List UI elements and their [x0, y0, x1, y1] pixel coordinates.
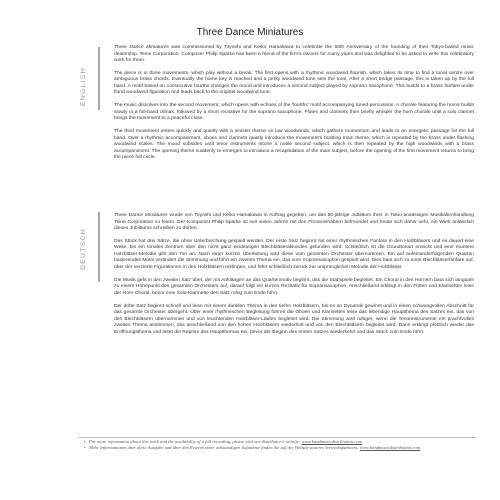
- english-paragraph-1: Three Dance Miniatures was commissioned by Toyoshi and Keiko Hamakawa to celebrate the 50th Anniversary of the founding of their Tokyo-based music dealership, Teine Corporation. Composer Philip Sparke has been a friend of the firm's owners for many years and was delighted to be asked to write this celebratory work for them.: [114, 45, 474, 63]
- language-label-english: ENGLISH: [80, 67, 87, 106]
- bullet-icon: •: [84, 439, 86, 444]
- german-paragraph-2: Das Stück hat drei Sätze, die ohne Unterbrechung gespielt werden. Der erste Satz beginnt mit einer rhythmischen Fanfare in den Holzbläsern und es dauert eine Weile, bis ein tonales Zentrum über den nicht ganz eindeutigen Blechbläserakkorden gefunden wird. Schließlich ist die Grundtonart erreicht und eine muntere Holzbläser-Melodie gibt den Ton an. Nach einer kurzen Überleitung wird diese vom gesamten Orchester übernommen. Ein auf aufeinanderfolgenden Quarten basierendes Motiv verändert die Stimmung und führt ein zweites Thema ein, das vom Sopransaxophon gespielt wird. Dies baut sich zu einer Blechbläserfanfare auf, über der verzierte Figurationen in den Holzbläsern erklingen, und führt schließlich zurück zur ursprünglichen Melodie der Holzbläser.: [114, 238, 474, 270]
- bullet-icon: •: [84, 444, 86, 450]
- section-divider-german: [98, 212, 100, 282]
- german-paragraph-1: Three Dance Miniatures wurde von Toyoshi und Keiko Hamakawa in Auftrag gegeben, um das 50-jährige Jubiläum ihrer in Tokio ansässigen Musikalienhandlung Teine Corporation zu feiern. Der Komponist Philip Sparke ist seit vielen Jahren mit den Firmeninhabern befreundet und freute sich daher sehr, ein Werk anlässlich dieses Jubiläums schreiben zu dürfen.: [114, 213, 474, 231]
- english-section: [114, 45, 474, 168]
- footnote-german: • Mehr Informationen über diese Ausgabe und über den Erwerb einer vollständigen Aufnahme finden Sie auf der Website unseres Vertriebspartners: www.bandmusicdistribution.com: [84, 444, 421, 450]
- footnotes: [84, 439, 464, 450]
- english-paragraph-2: The piece is in three movements, which play without a break. The first opens with a rhythmic woodwind flourish, which takes its time to find a tonal centre over ambiguous brass chords. Eventually the home key is reached and a perky woodwind tune sets the tone. After a short bridge passage, this is taken up by the full band. A motif based on consecutive fourths changes the mood and introduces a second subject played by soprano saxophone. This builds to a brass fanfare under florid woodwind figuration and leads back to the original woodwind tune.: [114, 70, 474, 96]
- footnote-rule: [78, 437, 476, 438]
- section-divider-english: [98, 47, 100, 110]
- distributor-link[interactable]: www.bandmusicdistribution.com: [359, 444, 421, 450]
- english-paragraph-4: The third movement enters quickly and quietly with a sinister theme on low woodwinds, which gathers momentum and leads to an energetic passage for the full band. Over a rhythmic accompaniment, oboes and clarinets quietly introduce the movement's bustling main theme, which is repeated by the brass under flashing woodwind scales. The mood subsides until tenor instruments intone a noble second subject, which is then repeated by the high woodwinds with a brass accompaniment. The opening theme suddenly re-emerges to introduce a recapitulation of the main subject, before the opening of the first movement returns to bring the piece full circle.: [114, 129, 474, 161]
- language-label-german: DEUTSCH: [80, 228, 87, 270]
- distributor-link[interactable]: www.bandmusicdistribution.com: [301, 439, 362, 444]
- page-title: Three Dance Miniatures: [196, 27, 304, 38]
- german-paragraph-4: Der dritte Satz beginnt schnell und leise mit einem dunklen Thema in den tiefen Holzbläsern, bis es an Dynamik gewinnt und in einen schwungvollen Abschnitt für das gesamte Orchester übergeht. Über einer rhythmischen Begleitung führen die Oboen und Klarinetten leise das lebendige Hauptthema des Satzes ein, das von den Blechbläsern übernommen und von leuchtenden Holzbläser-Läufen begleitet wird. Die Stimmung wird ruhiger, wenn die Tenorinstrumente ein prachtvolles zweites Thema anstimmen, das anschließend von den hohen Holzbläsern wiederholt und von den Blechbläsern begleitet wird. Dann erklingt plötzlich wieder das Eröffnungsthema und leitet die Reprise des Hauptthemas ein, bevor der Beginn des ersten Satzes wiederkehrt und das Stück zum Ende führt.: [114, 303, 474, 335]
- german-paragraph-3: Die Musik geht in den zweiten Satz über, der mit Anklängen an das Quartenmotiv beginnt, das die Stabspiele begleitet. Ein Choral in den Hörnern baut sich langsam zu einem Höhepunkt des gesamten Orchesters auf, darauf folgt ein kurzes Rezitativ für Sopransaxophon. Anschließend erklingt in den Flöten und Klarinetten leise der Horn-Choral, bevor eine Solo-Klarinette den Satz ruhig zum Ende führt.: [114, 277, 474, 296]
- footnote-english: • For more information about this work and the availability of a full recording, please visit our distributor's website: www.bandmusicdistribution.com: [84, 439, 362, 444]
- german-section: [114, 213, 474, 343]
- english-paragraph-3: The music dissolves into the second movement, which opens with echoes of the 'fourths' motif accompanying tuned percussion. A chorale featuring the horns builds slowly to a full-band climax, followed by a short recitative for the soprano saxophone. Flutes and clarinets then briefly whisper the horn chorale until a solo clarinet brings the movement to a peaceful close.: [114, 103, 474, 122]
